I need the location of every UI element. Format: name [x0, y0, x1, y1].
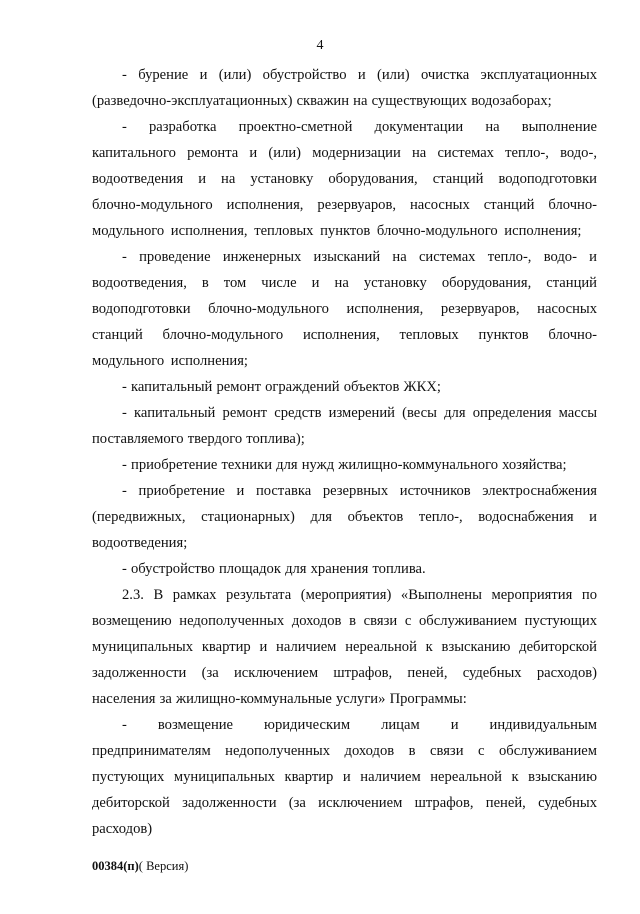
document-code: 00384(п)	[92, 859, 139, 873]
paragraph-equipment-purchase: - приобретение техники для нужд жилищно-коммунального хозяйства;	[122, 457, 567, 473]
paragraph-measuring-instruments: - капитальный ремонт средств измерений (весы для определения массы поставляемого твердого топлива);	[92, 405, 597, 447]
paragraph-fence-repair: - капитальный ремонт ограждений объектов ЖКХ;	[122, 379, 441, 395]
document-version: ( Версия)	[138, 859, 189, 873]
paragraph-section-2-3: 2.3. В рамках результата (мероприятия) «Выполнены мероприятия по возмещению недополученных доходов в связи с обслуживанием пустующих муниципальных квартир и наличием нереальной к взысканию дебиторской задолженности (за исключением штрафов, пеней, судебных расходов) населения за жилищно-коммунальные услуги» Программы:	[92, 587, 597, 707]
paragraph-compensation: - возмещение юридическим лицам и индивидуальным предпринимателям недополученных доходов в связи с обслуживанием пустующих муниципальных квартир и наличием нереальной к взысканию дебиторской задолженности (за исключением штрафов, пеней, судебных расходов)	[92, 717, 597, 837]
document-footer	[92, 859, 188, 874]
page-number: 4	[316, 38, 324, 53]
paragraph-design-documentation: - разработка проектно-сметной документации на выполнение капитального ремонта и (или) модернизации на системах тепло-, водо-, водоотведения и на установку оборудования, станций водоподготовки блочно-модульного исполнения, резервуаров, насосных станций блочно-модульного исполнения, тепловых пунктов блочно-модульного исполнения;	[92, 119, 597, 239]
paragraph-fuel-storage: - обустройство площадок для хранения топлива.	[122, 561, 426, 577]
paragraph-power-sources: - приобретение и поставка резервных источников электроснабжения (передвижных, стационарных) для объектов тепло-, водоснабжения и водоотведения;	[92, 483, 597, 551]
document-body	[92, 62, 597, 842]
paragraph-engineering-surveys: - проведение инженерных изысканий на системах тепло-, водо- и водоотведения, в том числе и на установку оборудования, станций водоподготовки блочно-модульного исполнения, резервуаров, насосных станций блочно-модульного исполнения, тепловых пунктов блочно-модульного исполнения;	[92, 249, 597, 369]
paragraph-drilling: - бурение и (или) обустройство и (или) очистка эксплуатационных (разведочно-эксплуатационных) скважин на существующих водозаборах;	[92, 67, 597, 109]
